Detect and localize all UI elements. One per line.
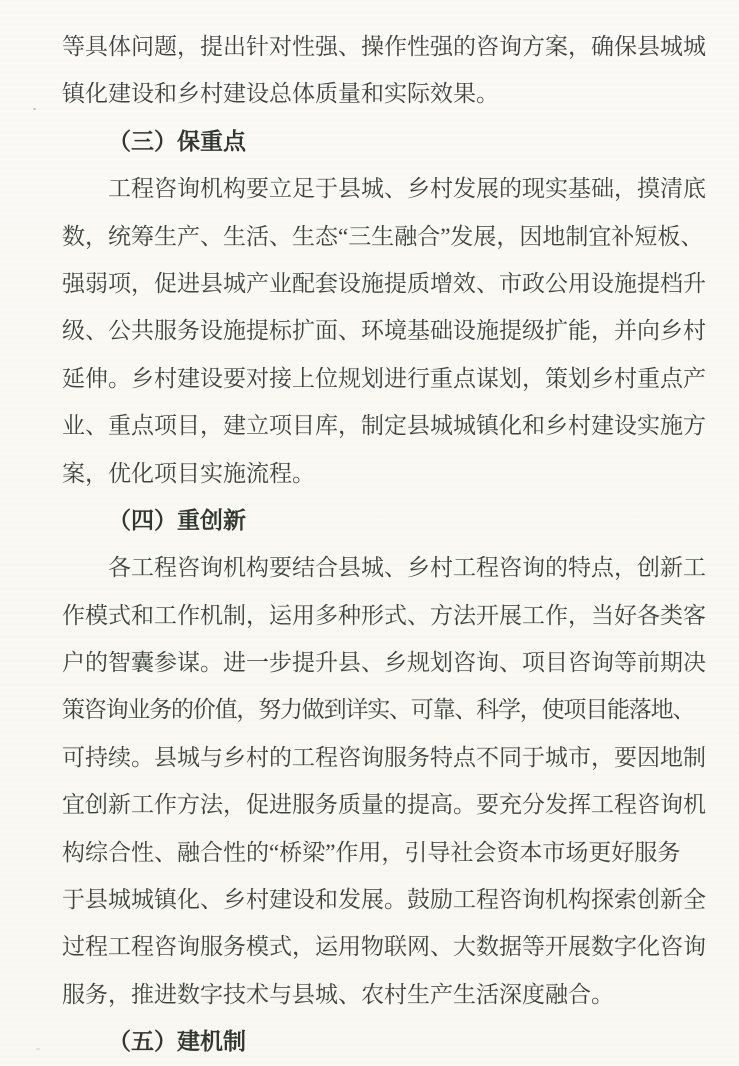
text-line: 户的智囊参谋。进一步提升县、乡规划咨询、项目咨询等前期决 bbox=[62, 650, 706, 676]
section-heading: （四）重创新 bbox=[108, 507, 246, 533]
document-text-block bbox=[62, 23, 710, 1066]
text-line: 镇化建设和乡村建设总体质量和实际效果。 bbox=[62, 81, 499, 107]
text-line: 案，优化项目实施流程。 bbox=[62, 460, 315, 486]
text-line: 业、重点项目，建立项目库，制定县城城镇化和乡村建设实施方 bbox=[62, 413, 706, 439]
text-line: 于县城城镇化、乡村建设和发展。鼓励工程咨询机构探索创新全 bbox=[62, 887, 706, 913]
text-line: 数，统筹生产、生活、生态“三生融合”发展，因地制宜补短板、 bbox=[62, 223, 704, 249]
text-line: 强弱项，促进县城产业配套设施提质增效、市政公用设施提档升 bbox=[62, 270, 706, 296]
section-heading: （三）保重点 bbox=[108, 128, 246, 154]
text-line: 各工程咨询机构要结合县城、乡村工程咨询的特点，创新工 bbox=[108, 555, 706, 581]
scan-speck bbox=[33, 108, 36, 110]
scan-speck bbox=[36, 1048, 40, 1050]
text-line: 作模式和工作机制，运用多种形式、方法开展工作，当好各类客 bbox=[62, 602, 706, 628]
text-line: 服务，推进数字技术与县城、农村生产生活深度融合。 bbox=[62, 981, 614, 1007]
text-line: 宜创新工作方法，促进服务质量的提高。要充分发挥工程咨询机 bbox=[62, 792, 706, 818]
text-line: 策咨询业务的价值，努力做到详实、可靠、科学，使项目能落地、 bbox=[62, 697, 695, 723]
text-line: 级、公共服务设施提标扩面、环境基础设施提级扩能，并向乡村 bbox=[62, 318, 706, 344]
text-line: 延伸。乡村建设要对接上位规划进行重点谋划，策划乡村重点产 bbox=[62, 365, 706, 391]
text-line: 工程咨询机构要立足于县城、乡村发展的现实基础，摸清底 bbox=[108, 176, 706, 202]
text-line: 构综合性、融合性的“桥梁”作用，引导社会资本市场更好服务 bbox=[62, 839, 681, 865]
section-heading: （五）建机制 bbox=[108, 1029, 246, 1055]
text-line: 可持续。县城与乡村的工程咨询服务特点不同于城市，要因地制 bbox=[62, 744, 706, 770]
text-line: 过程工程咨询服务模式，运用物联网、大数据等开展数字化咨询 bbox=[62, 934, 706, 960]
text-line: 等具体问题，提出针对性强、操作性强的咨询方案，确保县城城 bbox=[62, 34, 706, 59]
